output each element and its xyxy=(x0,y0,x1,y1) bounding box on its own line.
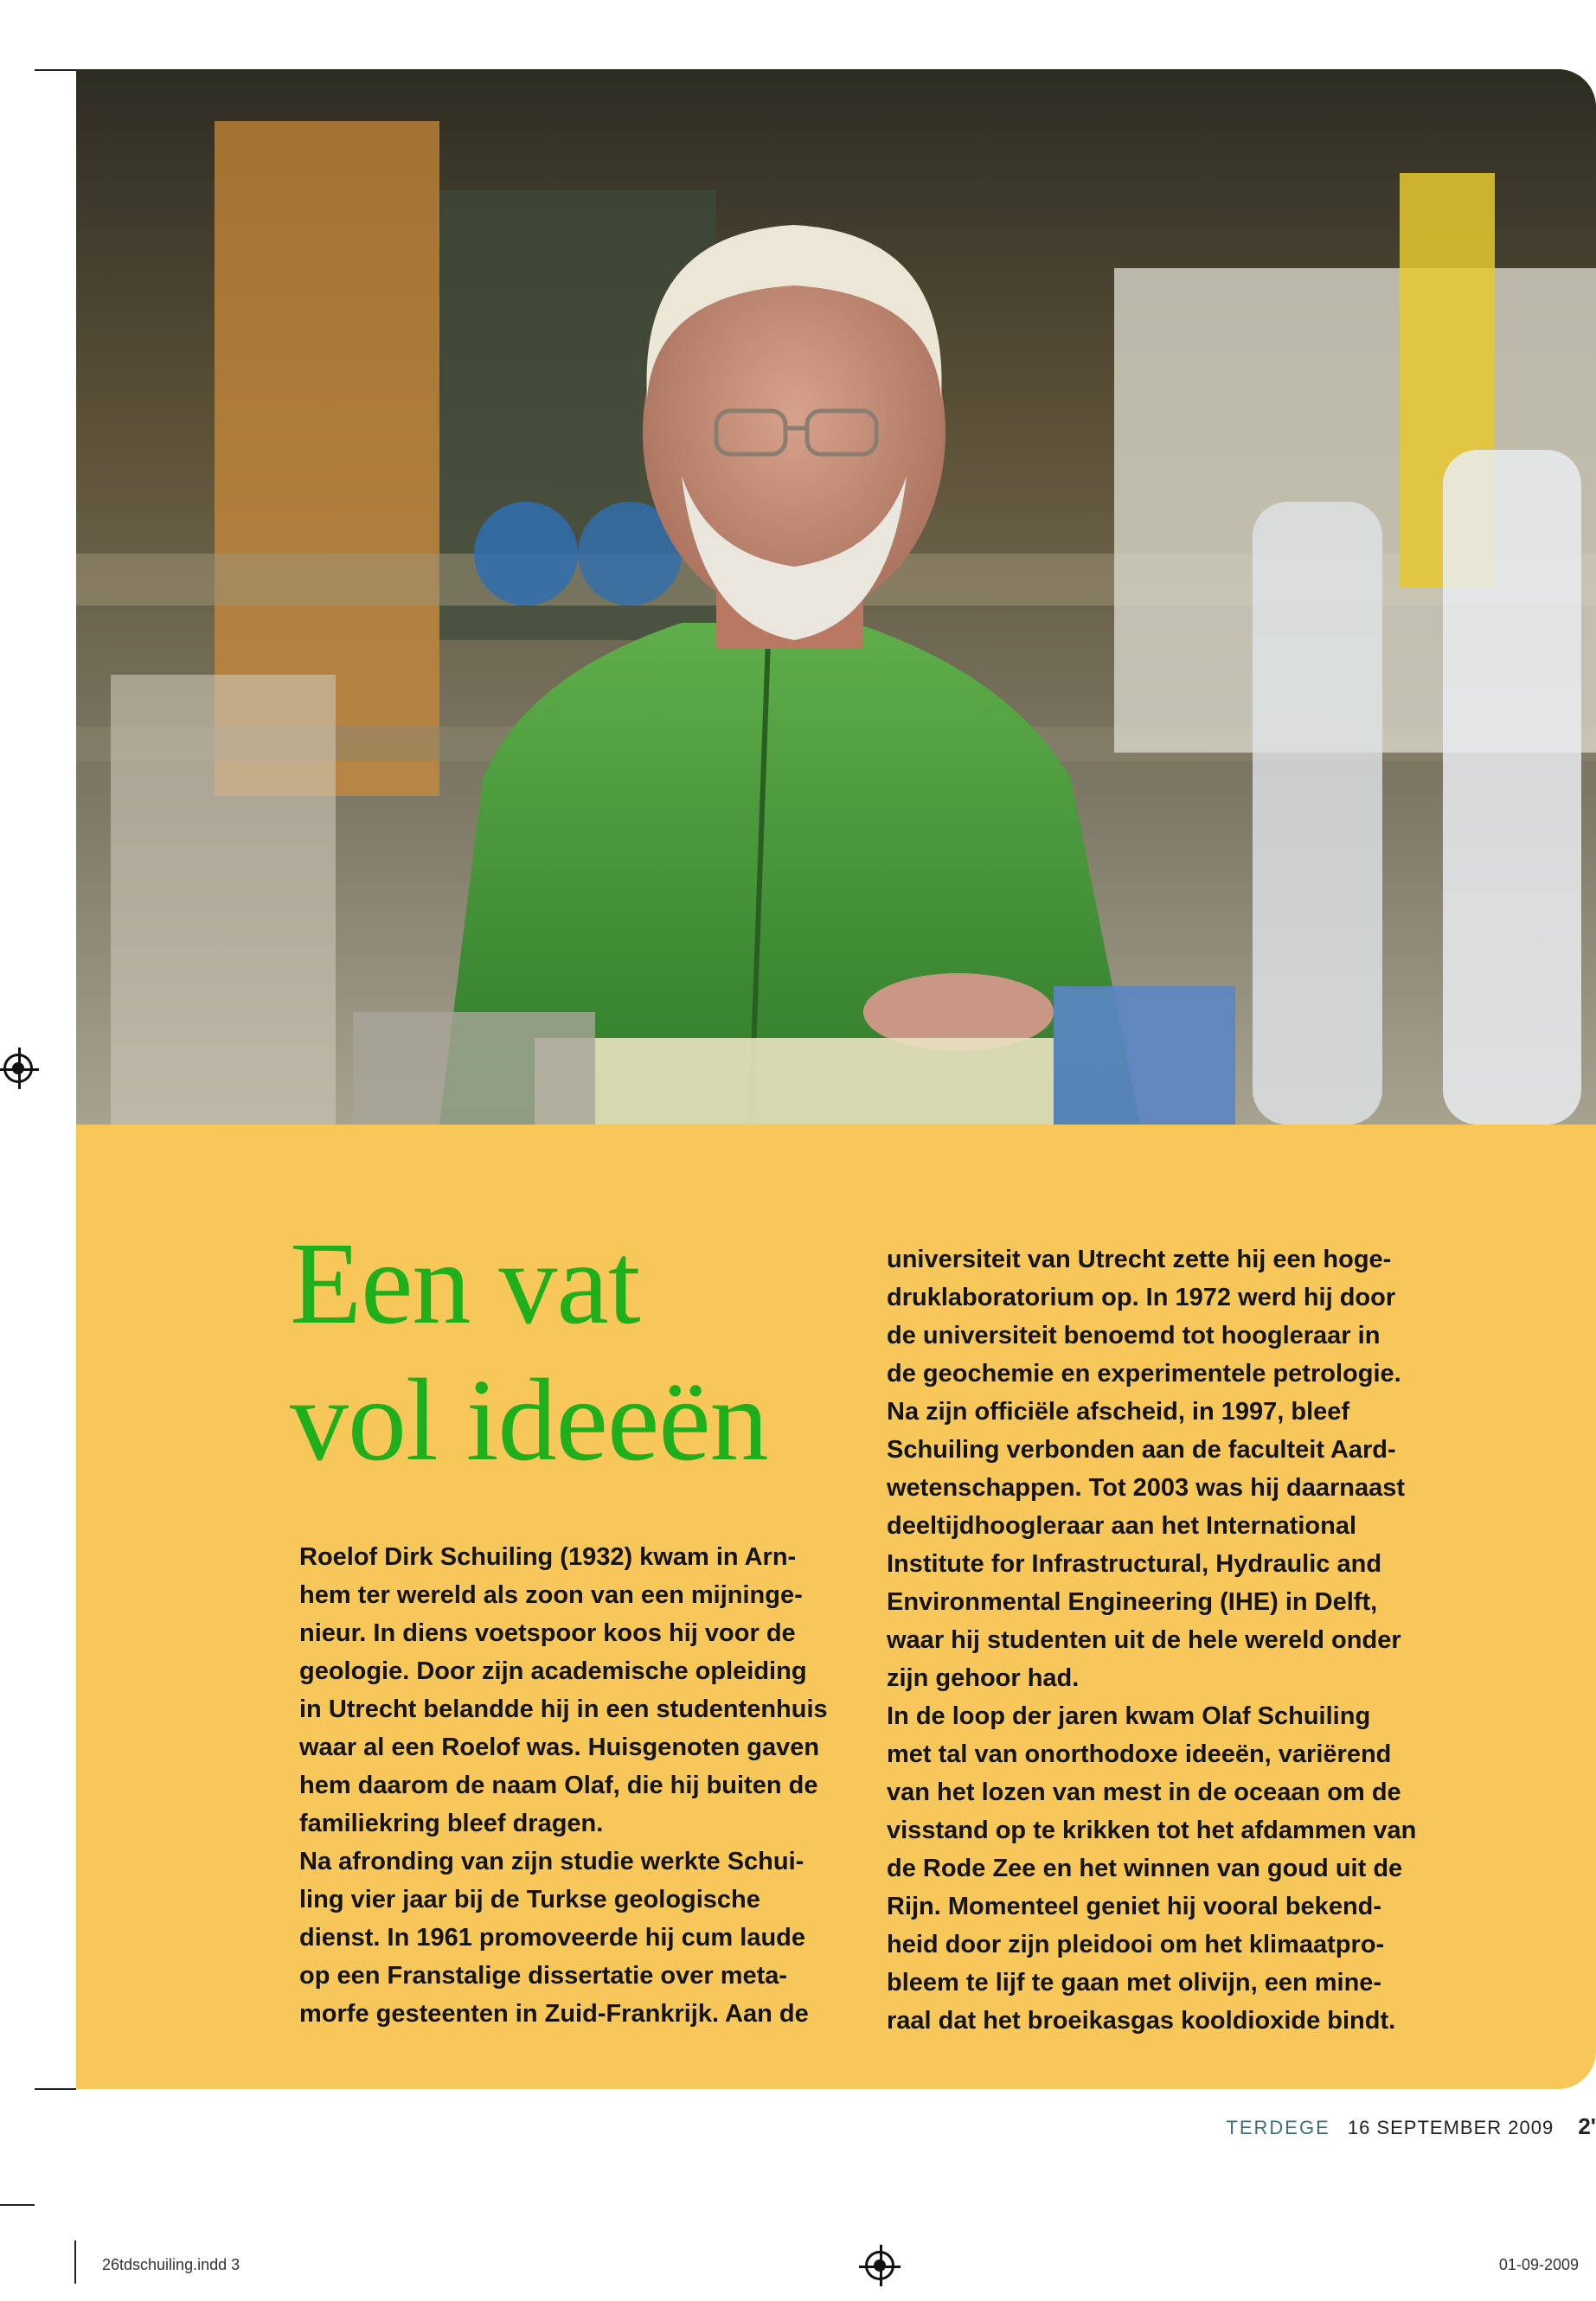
crop-mark-lower xyxy=(0,2204,35,2206)
crop-mark-top xyxy=(35,69,76,71)
slug-date: 01-09-2009 xyxy=(1498,2256,1579,2273)
page-folio xyxy=(1226,2113,1596,2144)
registration-mark-bottom xyxy=(865,2251,894,2280)
registration-mark-left xyxy=(3,1054,33,1083)
body-column-left: Roelof Dirk Schuiling (1932) kwam in Arn- hem ter wereld als zoon van een mijninge- nieur. In diens voetspoor koos hij voor de geologie. Door zijn academische opleiding in Utrecht belandde hij in een studentenhuis waar al een Roelof was. Huisgenoten gaven hem daarom de naam Olaf, die hij buiten de familiekring bleef dragen. Na afronding van zijn studie werkte Schui- ling vier jaar bij de Turkse geologische dienst. In 1961 promoveerde hij cum laude op een Franstalige dissertatie over meta- morfe gesteenten in Zuid-Frankrijk. Aan de xyxy=(299,1543,828,2028)
body-column-right: universiteit van Utrecht zette hij een hoge- druklaboratorium op. In 1972 werd hij door de universiteit benoemd tot hoogleraar in de geochemie en experimentele petrologie. Na zijn officiële afscheid, in 1997, bleef Schuiling verbonden aan de faculteit Aard- wetenschappen. Tot 2003 was hij daarnaast deeltijdhoogleraar aan het International Institute for Infrastructural, Hydraulic and Environmental Engineering (IHE) in Delft, waar hij studenten uit de hele wereld onder zijn gehoor had. In de loop der jaren kwam Olaf Schuiling met tal van onorthodoxe ideeën, variërend van het lozen van mest in de oceaan om de visstand op te krikken tot het afdammen van de Rode Zee en het winnen van goud uit de Rijn. Momenteel geniet hij vooral bekend- heid door zijn pleidooi om het klimaatpro- bleem te lijf te gaan met olivijn, een mine- raal dat het broeikasgas kooldioxide bindt. xyxy=(887,1246,1417,2035)
slug-filename: 26tdschuiling.indd 3 xyxy=(102,2256,240,2273)
issue-date: 16 SEPTEMBER 2009 xyxy=(1347,2117,1554,2138)
crop-mark-bottom xyxy=(35,2088,76,2090)
headline-line-2: vol ideeën xyxy=(290,1356,768,1485)
magazine-name: TERDEGE xyxy=(1226,2117,1330,2138)
crop-mark-slug xyxy=(74,2240,76,2284)
headline-line-1: Een vat xyxy=(290,1219,640,1349)
article-headline xyxy=(290,1215,826,1489)
page-number: 2' xyxy=(1578,2113,1596,2139)
portrait-photo xyxy=(76,69,1596,1125)
